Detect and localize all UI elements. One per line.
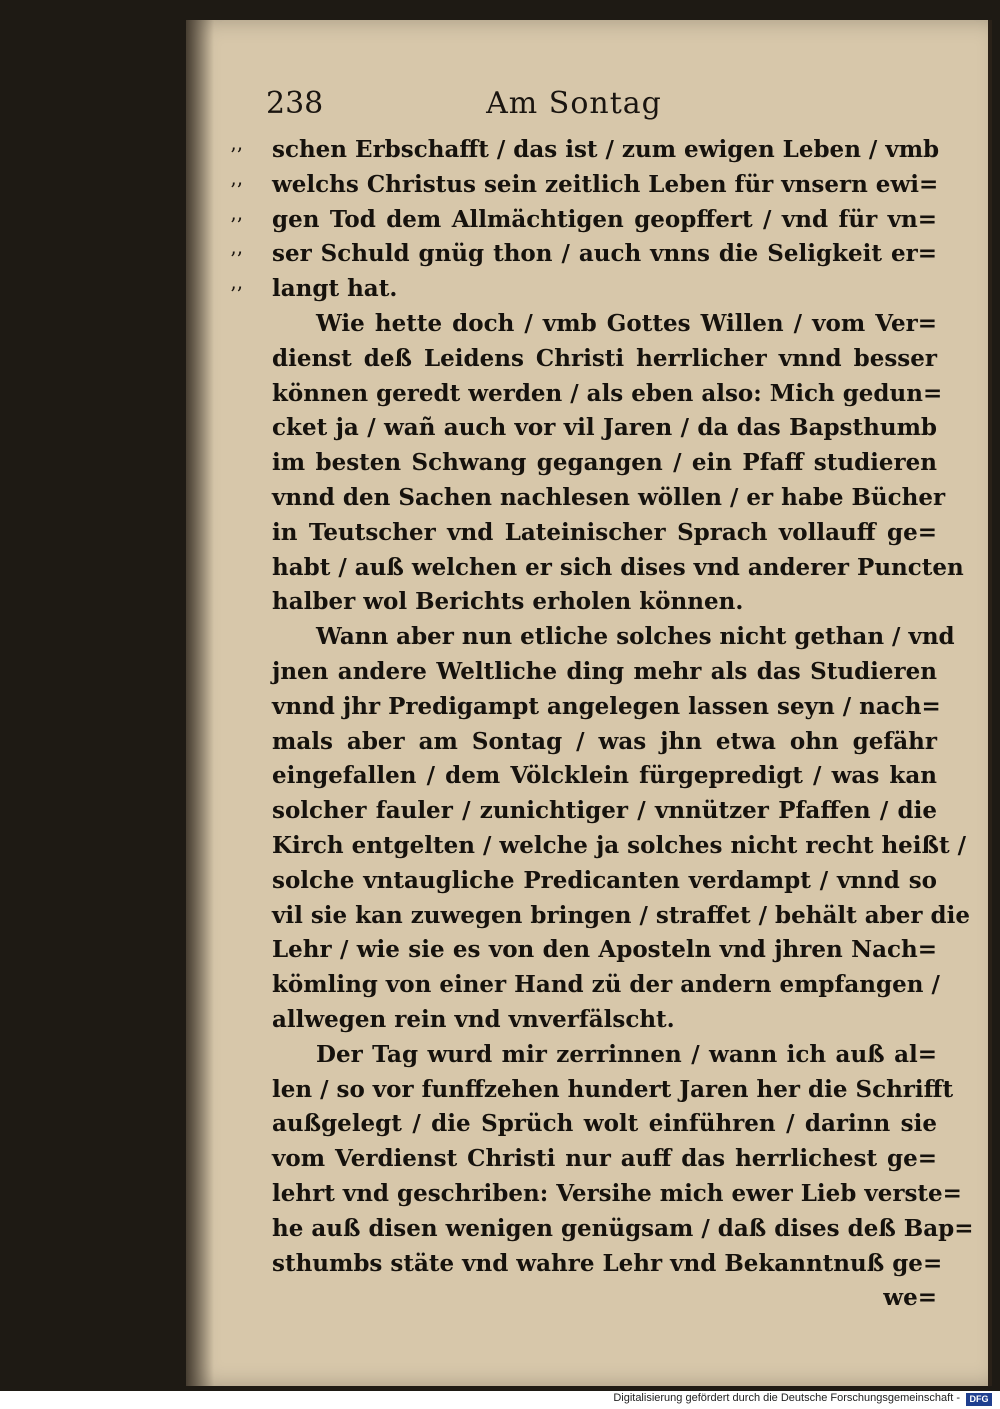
text-line: eingefallen / dem Völcklein fürgepredigt / was kan xyxy=(272,762,937,790)
text-line: welchs Christus sein zeitlich Leben für vnsern ewi= xyxy=(272,170,939,198)
funding-credit: Digitalisierung gefördert durch die Deutsche Forschungsgemeinschaft - xyxy=(613,1392,960,1404)
text-line: gen Tod dem Allmächtigen geopffert / vnd für vn= xyxy=(272,205,937,233)
text-line: außgelegt / die Sprüch wolt einführen / darinn sie xyxy=(272,1110,937,1138)
margin-mark: ’’ xyxy=(230,282,243,307)
text-line: solcher fauler / zunichtiger / vnnützer Pfaffen / die xyxy=(272,797,937,825)
text-line: ser Schuld gnüg thon / auch vnns die Seligkeit er= xyxy=(272,240,937,268)
text-line: vil sie kan zuwegen bringen / straffet / behält aber die xyxy=(272,901,970,929)
text-line: len / so vor funffzehen hundert Jaren her die Schrifft xyxy=(272,1075,954,1103)
page-layer xyxy=(186,20,988,1386)
margin-mark: ’’ xyxy=(230,212,243,237)
paragraph-start-line: Wann aber nun etliche solches nicht gethan / vnd xyxy=(316,623,955,651)
text-line: cket ja / wañ auch vor vil Jaren / da das Bapsthumb xyxy=(272,414,937,442)
text-line: vnnd jhr Predigampt angelegen lassen seyn / nach= xyxy=(272,692,941,720)
catchword: we= xyxy=(883,1284,937,1312)
text-line: solche vntaugliche Predicanten verdampt / vnnd so xyxy=(272,866,937,894)
text-line: langt hat. xyxy=(272,275,398,303)
text-line: schen Erbschafft / das ist / zum ewigen Leben / vmb xyxy=(272,136,940,163)
paragraph-start-line: Wie hette doch / vmb Gottes Willen / vom Ver= xyxy=(316,309,937,337)
running-head: Am Sontag xyxy=(486,86,662,121)
text-line: kömling von einer Hand zü der andern empfangen / xyxy=(272,971,940,999)
text-line: können geredt werden / als eben also: Mich gedun= xyxy=(272,379,943,407)
text-line: halber wol Berichts erholen können. xyxy=(272,588,744,616)
margin-mark: ’’ xyxy=(230,247,243,272)
text-line: lehrt vnd geschriben: Versihe mich ewer Lieb verste= xyxy=(272,1179,962,1207)
paragraph-start-line: Der Tag wurd mir zerrinnen / wann ich auß al= xyxy=(316,1040,937,1068)
text-line: sthumbs stäte vnd wahre Lehr vnd Bekanntnuß ge= xyxy=(272,1249,943,1277)
text-line: dienst deß Leidens Christi herrlicher vnnd besser xyxy=(272,344,937,372)
footer-bar xyxy=(0,1391,1000,1409)
text-line: vnnd den Sachen nachlesen wöllen / er habe Bücher xyxy=(272,483,946,511)
page-header xyxy=(220,86,928,126)
text-line: im besten Schwang gegangen / ein Pfaff studieren xyxy=(272,449,937,477)
quotation-marks-column xyxy=(230,138,260,312)
text-line: in Teutscher vnd Lateinischer Sprach vollauff ge= xyxy=(272,518,937,546)
text-line: vom Verdienst Christi nur auff das herrlichest ge= xyxy=(272,1145,937,1173)
margin-mark: ’’ xyxy=(230,177,243,202)
text-line: jnen andere Weltliche ding mehr als das Studieren xyxy=(272,657,937,685)
margin-mark: ’’ xyxy=(230,143,243,167)
dfg-logo: DFG xyxy=(966,1393,992,1406)
text-line: habt / auß welchen er sich dises vnd anderer Puncten xyxy=(272,553,964,581)
page-number: 238 xyxy=(266,86,324,121)
text-line: allwegen rein vnd vnverfälscht. xyxy=(272,1005,675,1033)
text-line: he auß disen wenigen genügsam / daß dises deß Bap= xyxy=(272,1214,974,1242)
text-line: Kirch entgelten / welche ja solches nicht recht heißt / xyxy=(272,831,967,859)
text-line: Lehr / wie sie es von den Aposteln vnd jhren Nach= xyxy=(272,936,937,964)
text-line: mals aber am Sontag / was jhn etwa ohn gefähr xyxy=(272,727,937,755)
body-text xyxy=(272,133,974,1316)
